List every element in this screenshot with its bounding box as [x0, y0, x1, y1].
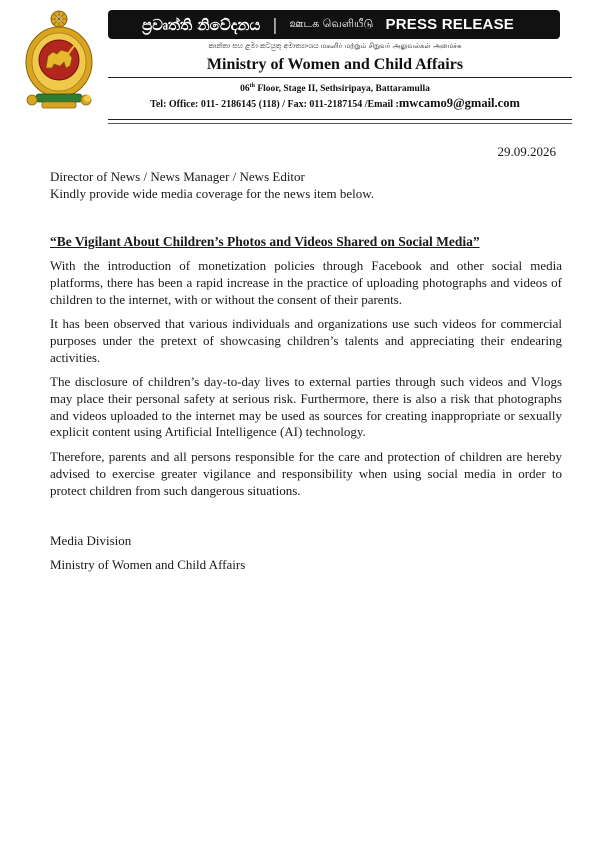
address-floor: 06 [240, 84, 250, 95]
coverage-request-line: Kindly provide wide media coverage for the news item below. [50, 186, 375, 201]
body-paragraph: It has been observed that various individuals and organizations use such videos for commercial purposes under the pretext of showcasing children’s talents and appreciating their endearing activities. [50, 316, 562, 365]
address-rest: Floor, Stage II, Sethsiripaya, Battaramulla [254, 84, 430, 95]
recipients-block [50, 168, 374, 202]
sri-lanka-national-emblem-icon [22, 8, 96, 112]
header-divider-bottom-thin [108, 123, 572, 124]
contact-numbers: Tel: Office: 011- 2186145 (118) / Fax: 011-2187154 /Email : [150, 99, 399, 110]
banner-title-sinhala: ප්‍රවෘත්ති නිවේදනය [142, 15, 261, 34]
signature-ministry: Ministry of Women and Child Affairs [50, 557, 246, 572]
ministry-contact [120, 96, 550, 111]
news-headline: “Be Vigilant About Children’s Photos and Videos Shared on Social Media” [50, 234, 480, 249]
ministry-name-local: කාන්තා සහ ළමා කටයුතු අමාත්‍යාංශය மகளிர் மற்றும் சிறுவர் அலுவல்கள் அமைச்சு [208, 42, 462, 50]
body-paragraph: Therefore, parents and all persons responsible for the care and protection of children are hereby advised to exercise greater vigilance and responsibility when using social media in order to protect children from such dangerous situations. [50, 449, 562, 498]
body-paragraph: With the introduction of monetization policies through Facebook and other social media platforms, there has been a rapid increase in the practice of uploading photographs and videos of children to the internet, with or without the consent of their parents. [50, 258, 562, 307]
contact-email: mwcamo9@gmail.com [398, 96, 520, 110]
banner-title-english: PRESS RELEASE [385, 16, 514, 33]
ministry-name-english: Ministry of Women and Child Affairs [206, 56, 464, 73]
header-divider [108, 77, 572, 78]
address-ordinal: th [249, 83, 255, 89]
body-paragraph: The disclosure of children’s day-to-day lives to external parties through such videos and Vlogs may place their personal safety at serious risk. Furthermore, there is also a risk that photographs and videos uploaded to the internet may be used as sources for creating inappropriate or sexually explicit content using Artificial Intelligence (AI) technology. [50, 374, 562, 440]
signature-division: Media Division [50, 533, 132, 548]
release-date: 29.09.2026 [497, 144, 556, 159]
banner-separator: | [272, 15, 278, 34]
ministry-address [120, 83, 550, 94]
recipients-line: Director of News / News Manager / News Editor [50, 169, 305, 184]
banner-title-tamil: ஊடக வெளியீடு [289, 17, 374, 30]
press-release-banner [108, 10, 560, 39]
header-divider-bottom [108, 119, 572, 120]
